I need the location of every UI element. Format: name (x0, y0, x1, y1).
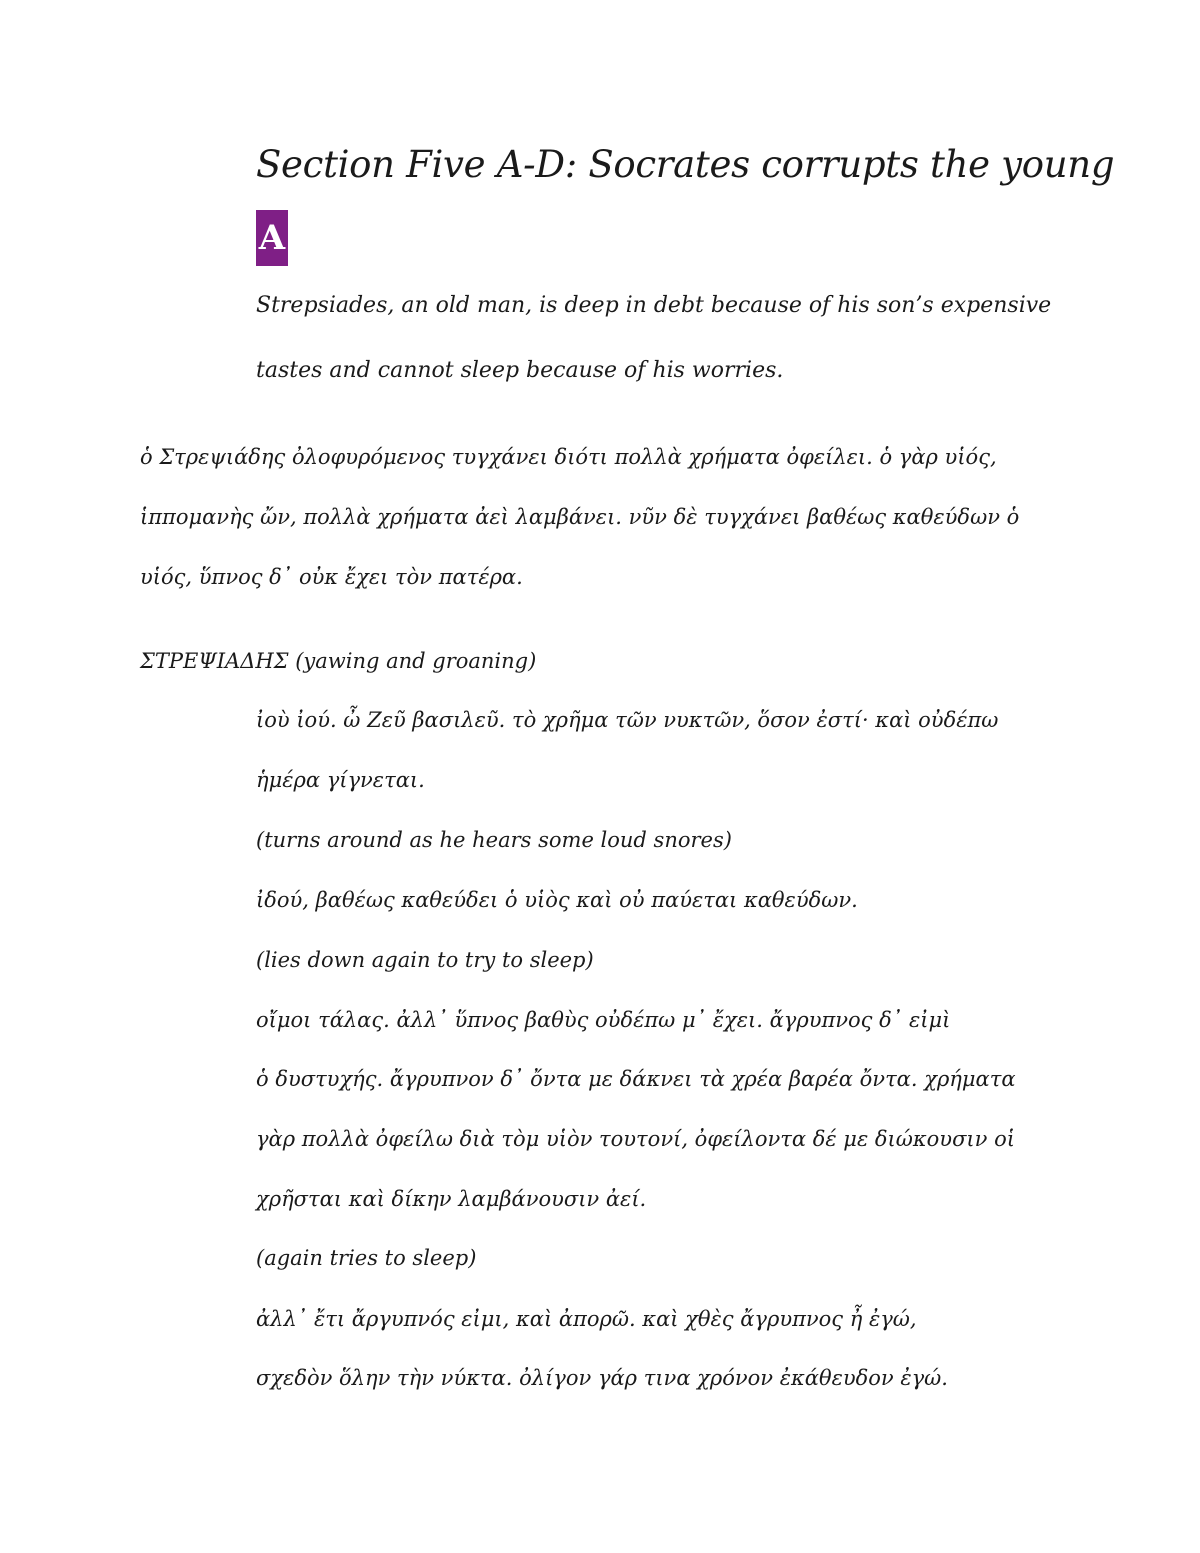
stage-direction: (again tries to sleep) (256, 1246, 477, 1270)
narrative-line: ἱππομανὴς ὤν, πολλὰ χρήματα ἀεὶ λαμβάνει. νῦν δὲ τυγχάνει βαθέως καθεύδων ὁ (140, 505, 1020, 529)
narrative-line: υἱός, ὕπνος δ᾽ οὐκ ἔχει τὸν πατέρα. (140, 565, 523, 589)
dialogue-line: σχεδὸν ὅλην τὴν νύκτα. ὀλίγον γάρ τινα χρόνον ἐκάθευδον ἐγώ. (256, 1366, 948, 1390)
dialogue-line: ὁ δυστυχής. ἄγρυπνον δ᾽ ὄντα με δάκνει τὰ χρέα βαρέα ὄντα. χρήματα (256, 1067, 1016, 1091)
dialogue-line: ἰδού, βαθέως καθεύδει ὁ υἱὸς καὶ οὐ παύεται καθεύδων. (256, 888, 858, 912)
dialogue-line: ἰοὺ ἰού. ὦ Ζεῦ βασιλεῦ. τὸ χρῆμα τῶν νυκτῶν, ὅσον ἐστί· καὶ οὐδέπω (256, 708, 999, 732)
dialogue-line: χρῆσται καὶ δίκην λαμβάνουσιν ἀεί. (256, 1187, 647, 1211)
intro-line: Strepsiades, an old man, is deep in debt because of his son’s expensive (256, 293, 1052, 318)
intro-line: tastes and cannot sleep because of his worries. (256, 358, 784, 383)
dialogue-line: ἡμέρα γίγνεται. (256, 768, 425, 792)
speaker-heading: ΣΤΡΕΨΙΑΔΗΣ (yawing and groaning) (140, 649, 537, 673)
section-letter-badge: A (256, 210, 288, 266)
dialogue-line: οἴμοι τάλας. ἀλλ᾽ ὕπνος βαθὺς οὐδέπω μ᾽ ἔχει. ἄγρυπνος δ᾽ εἰμὶ (256, 1008, 951, 1032)
dialogue-line: ἀλλ᾽ ἔτι ἄργυπνός εἰμι, καὶ ἀπορῶ. καὶ χθὲς ἄγρυπνος ἦ ἐγώ, (256, 1307, 917, 1331)
page-title: Section Five A-D: Socrates corrupts the young (256, 143, 1115, 186)
narrative-line: ὁ Στρεψιάδης ὀλοφυρόμενος τυγχάνει διότι πολλὰ χρήματα ὀφείλει. ὁ γὰρ υἱός, (140, 445, 997, 469)
stage-direction: (turns around as he hears some loud snores) (256, 828, 732, 852)
stage-direction: (lies down again to try to sleep) (256, 948, 594, 972)
dialogue-line: γὰρ πολλὰ ὀφείλω διὰ τὸμ υἱὸν τουτονί, ὀφείλοντα δέ με διώκουσιν οἱ (256, 1127, 1015, 1151)
